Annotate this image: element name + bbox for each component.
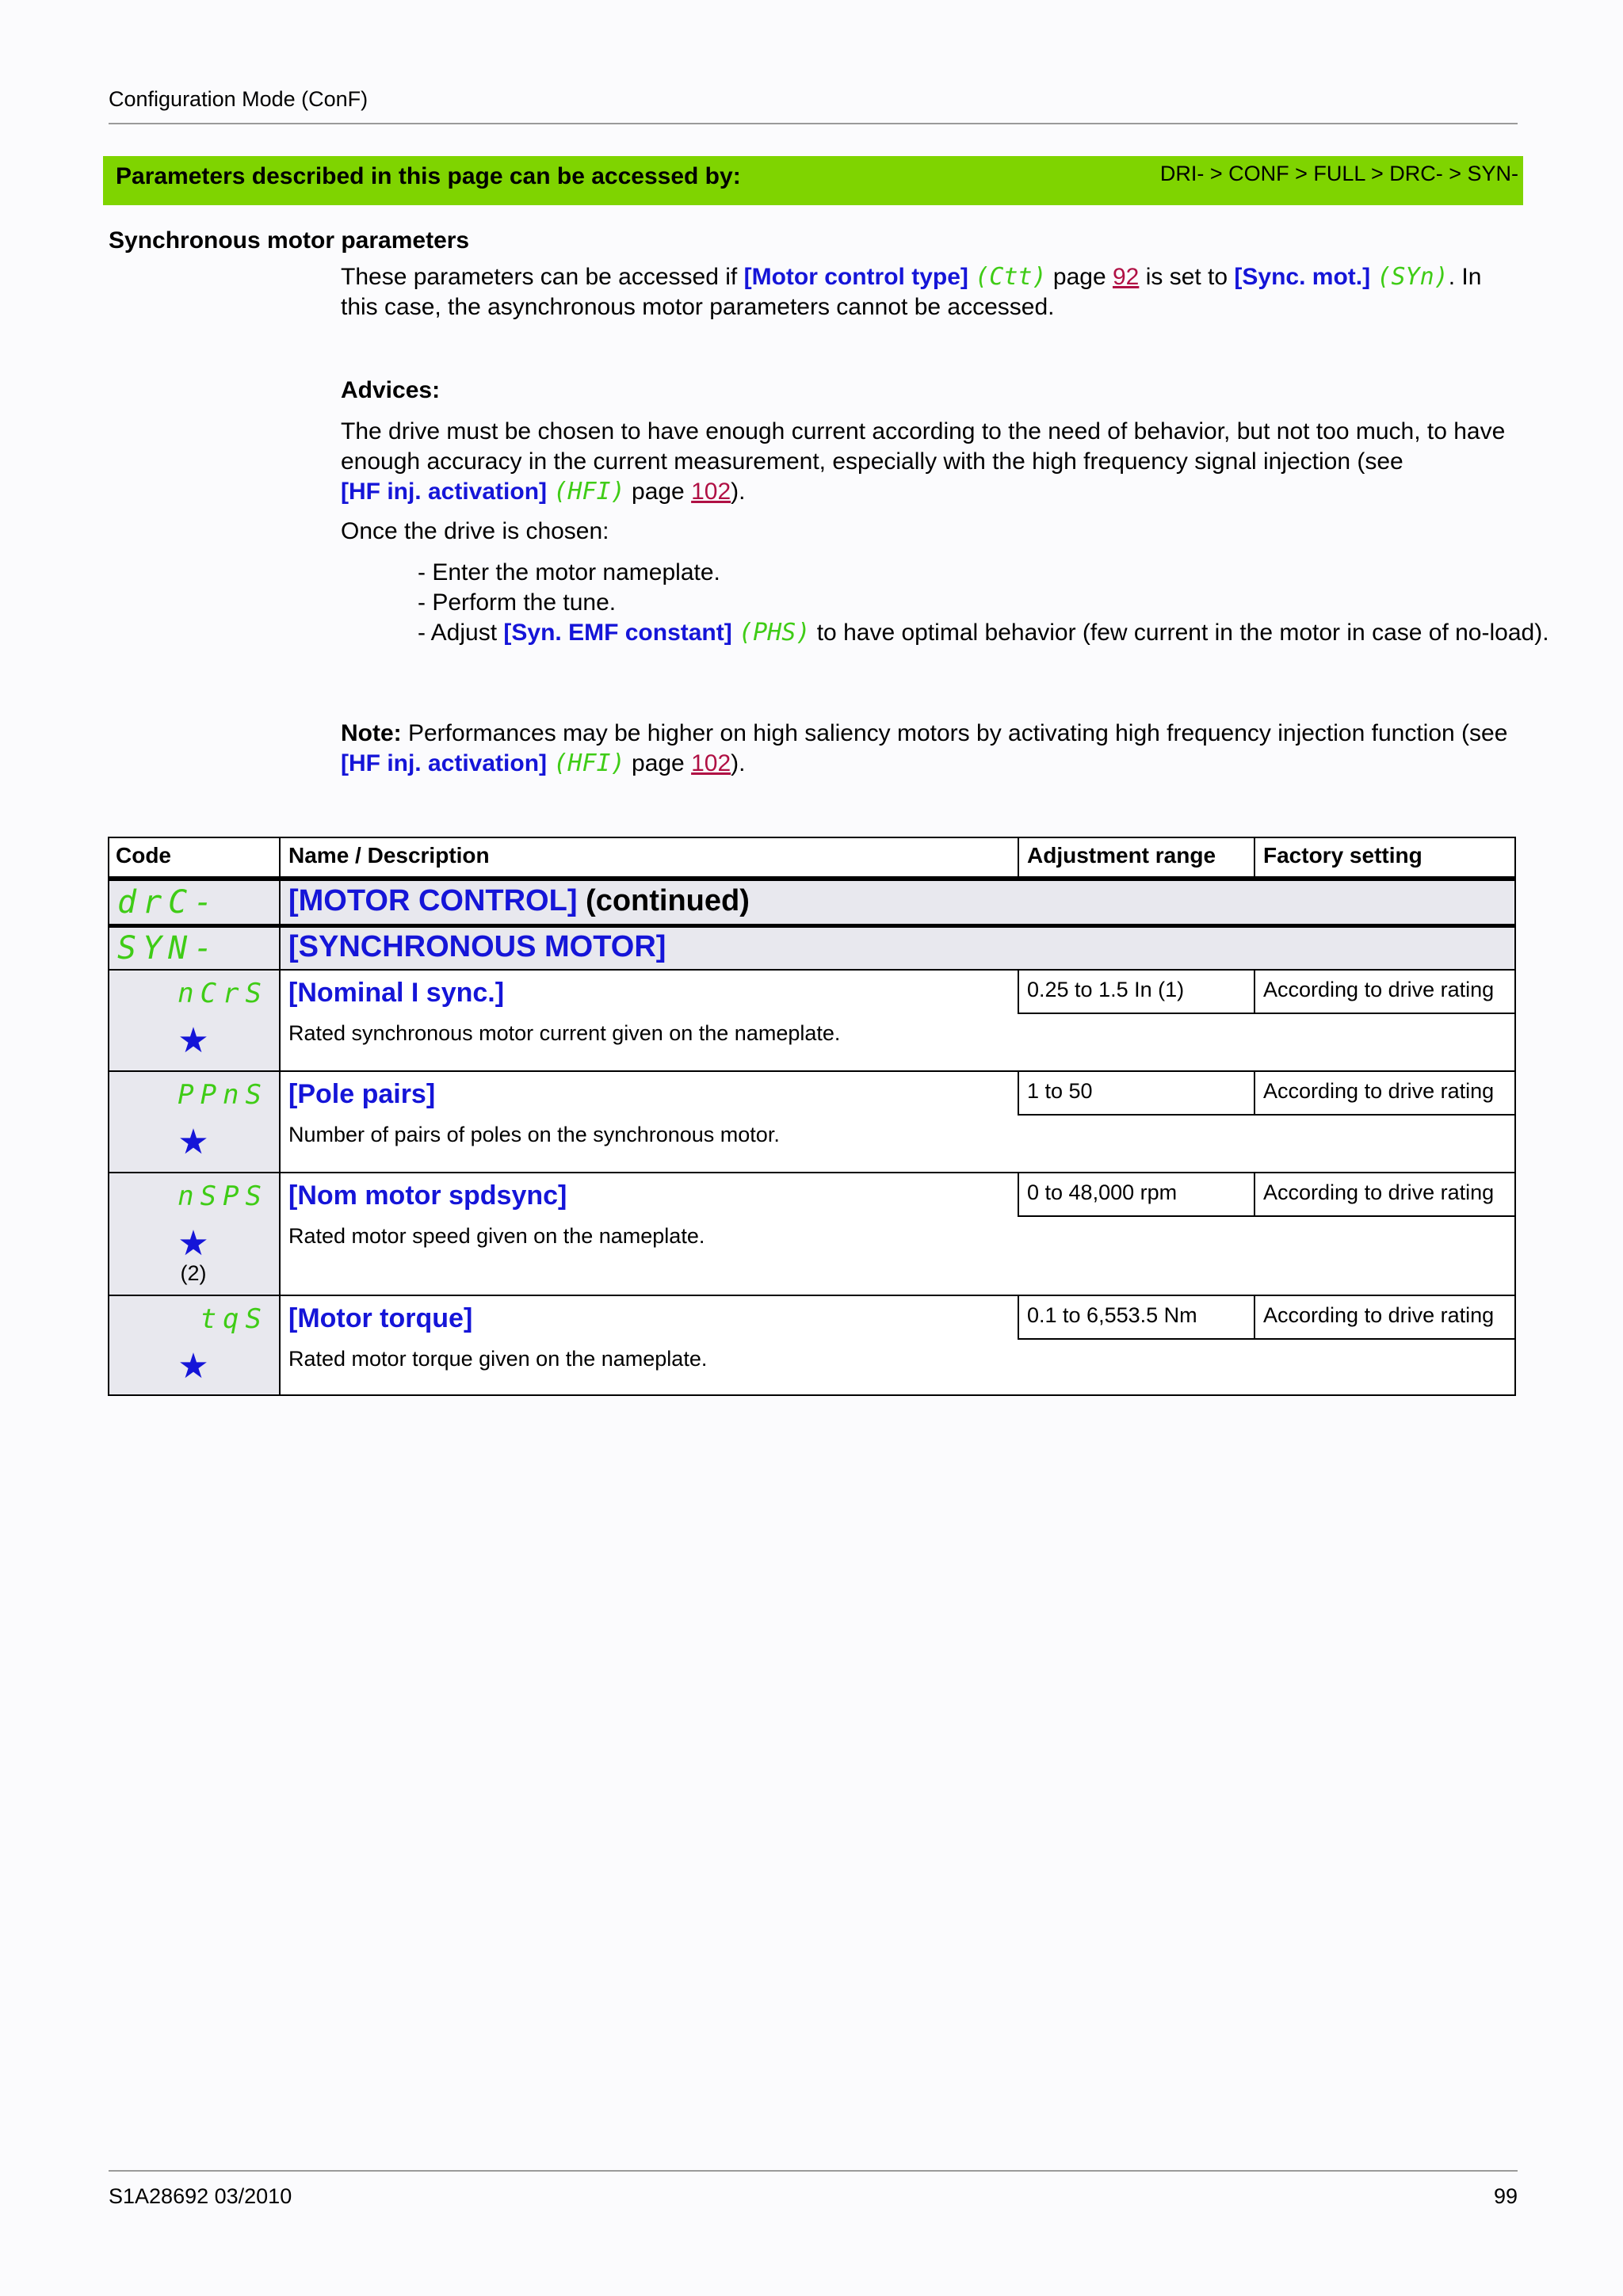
group-code-drc: drC- (117, 884, 220, 921)
param-code: PPnS (178, 1079, 268, 1111)
note-label: Note: (341, 720, 402, 746)
adjustment-range: 0.1 to 6,553.5 Nm (1027, 1303, 1197, 1327)
advices-page-text: page (624, 479, 692, 505)
drive-chosen-text: Once the drive is chosen: (341, 518, 609, 544)
star-icon: ★ (178, 1347, 209, 1386)
section-title: Synchronous motor parameters (109, 227, 470, 254)
param-description: Rated motor speed given on the nameplate. (288, 1224, 705, 1248)
hf-inj-activation-ref: [HF inj. activation] (341, 479, 548, 505)
factory-setting: According to drive rating (1263, 1079, 1495, 1103)
hfi-code: (HFI) (553, 749, 625, 777)
group-suffix: (continued) (577, 884, 750, 917)
group-title-motor-control (288, 884, 750, 918)
list-item (418, 618, 1553, 648)
advices-end: ). (731, 479, 746, 505)
param-code: tqS (200, 1303, 268, 1335)
param-name: [Nom motor spdsync] (288, 1180, 567, 1211)
syn-emf-constant-ref: [Syn. EMF constant] (503, 620, 732, 646)
star-icon: ★ (178, 1021, 209, 1060)
column-header-range: Adjustment range (1027, 843, 1216, 868)
group-name: [MOTOR CONTROL] (288, 884, 578, 917)
ctt-code: (Ctt) (975, 263, 1047, 291)
param-code: nSPS (178, 1180, 268, 1212)
header-divider (109, 123, 1518, 124)
adjustment-range: 0 to 48,000 rpm (1027, 1180, 1178, 1204)
phs-code: (PHS) (739, 619, 811, 646)
star-icon: ★ (178, 1123, 209, 1161)
access-banner-label: Parameters described in this page can be accessed by: (116, 163, 741, 189)
param-code: nCrS (178, 978, 268, 1009)
hf-inj-activation-ref: [HF inj. activation] (341, 750, 548, 776)
access-menu-path: DRI- > CONF > FULL > DRC- > SYN- (1159, 162, 1518, 185)
note-text: Performances may be higher on high saliency motors by activating high frequency injection function (see (401, 720, 1508, 746)
group-code-syn: SYN- (117, 930, 220, 967)
param-name: [Pole pairs] (288, 1079, 436, 1109)
intro-paragraph (341, 262, 1522, 322)
note-paragraph (341, 719, 1522, 779)
page-header-title: Configuration Mode (ConF) (109, 87, 369, 111)
star-icon: ★ (178, 1224, 209, 1263)
intro-text-1: These parameters can be accessed if (341, 264, 744, 290)
access-banner (103, 156, 1523, 205)
list-item: - Enter the motor nameplate. (418, 559, 720, 585)
note-page-text: page (624, 750, 692, 776)
column-header-factory: Factory setting (1263, 843, 1423, 868)
advices-heading: Advices: (341, 377, 441, 403)
sync-mot-ref: [Sync. mot.] (1234, 264, 1371, 290)
footnote-marker: (2) (180, 1261, 207, 1285)
param-name: [Motor torque] (288, 1303, 473, 1333)
footer-page-number: 99 (1493, 2184, 1518, 2208)
list-item: - Perform the tune. (418, 589, 617, 616)
intro-text-3: is set to (1139, 264, 1235, 290)
page-102-link[interactable]: 102 (691, 479, 731, 505)
intro-text-2: page (1046, 264, 1113, 290)
adjustment-range: 1 to 50 (1027, 1079, 1093, 1103)
intro-text-4: . In this case, the asynchronous motor parameters cannot be accessed. (341, 264, 1482, 320)
syn-code: (SYn) (1377, 263, 1449, 291)
param-description: Rated synchronous motor current given on the nameplate. (288, 1021, 841, 1045)
footer-divider (109, 2170, 1518, 2172)
column-header-code: Code (116, 843, 171, 868)
bullet3-text-a: - Adjust (418, 620, 504, 646)
page-92-link[interactable]: 92 (1112, 264, 1140, 290)
param-description: Rated motor torque given on the nameplate. (288, 1347, 708, 1371)
group-title-synchronous-motor: [SYNCHRONOUS MOTOR] (288, 930, 666, 963)
factory-setting: According to drive rating (1263, 1180, 1495, 1204)
hfi-code: (HFI) (553, 478, 625, 505)
advices-text: The drive must be chosen to have enough current according to the need of behavior, but not too much, to have enough accuracy in the current measurement, especially with the high frequency signal injection (see (341, 418, 1506, 475)
adjustment-range: 0.25 to 1.5 In (1) (1027, 978, 1185, 1001)
parameter-table (108, 837, 1516, 1396)
param-description: Number of pairs of poles on the synchronous motor. (288, 1123, 780, 1146)
note-end: ). (731, 750, 746, 776)
factory-setting: According to drive rating (1263, 978, 1495, 1001)
factory-setting: According to drive rating (1263, 1303, 1495, 1327)
advices-paragraph (341, 417, 1522, 507)
bullet3-text-b: to have optimal behavior (few current in the motor in case of no-load). (810, 620, 1549, 646)
motor-control-type-ref: [Motor control type] (743, 264, 968, 290)
page-102-link[interactable]: 102 (691, 750, 731, 776)
param-name: [Nominal I sync.] (288, 978, 505, 1008)
footer-document-id: S1A28692 03/2010 (109, 2184, 292, 2208)
column-header-name: Name / Description (288, 843, 490, 868)
